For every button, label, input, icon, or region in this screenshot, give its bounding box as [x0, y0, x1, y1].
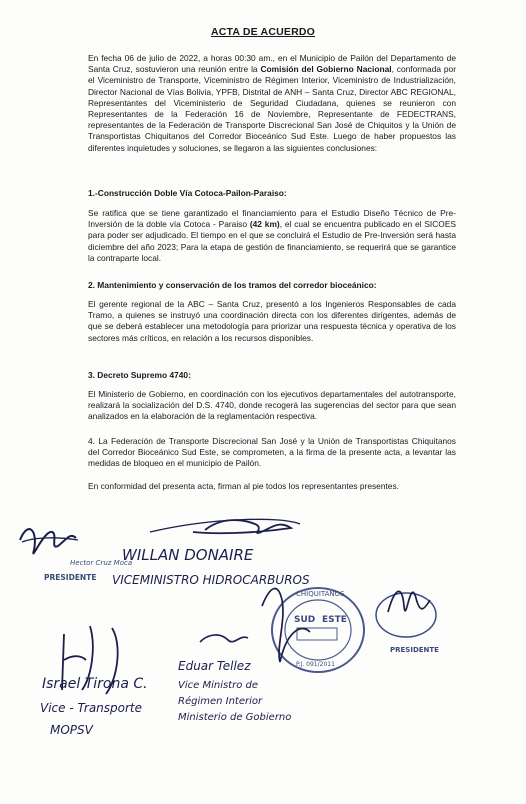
union-stamp	[262, 588, 364, 672]
signer-role-vice-minister: Vice Ministro de	[178, 680, 259, 691]
section-2-heading: 2. Mantenimiento y conservación de los tramos del corredor bioceánico:	[88, 280, 377, 290]
intro-paragraph	[88, 53, 456, 154]
seal-left-name: Hector Cruz Moca	[70, 559, 133, 567]
section-1-bold-text: (42 km)	[249, 219, 280, 230]
section-4-body: 4. La Federación de Transporte Discrecional San José y la Unión de Transportistas Chiquitanos del Corredor Bioceánico Sud Este, se comprometen, a la firma de la presente acta, a levantar las medidas de bloqueo en el municipio de Pailón.	[88, 436, 456, 469]
right-seal	[376, 591, 439, 654]
signer-role-hydrocarbons: VICEMINISTRO HIDROCARBUROS	[112, 573, 310, 587]
section-2-body: El gerente regional de la ABC – Santa Cruz, presentó a los Ingenieros Responsables de cada Tramo, a quienes se instruyó una coordinación directa con los diferentes dirigentes, además de que se deberá establecer una metodología para priorizar una respuesta técnica y operativa de los sectores más críticos, en relación a los recursos disponibles.	[88, 299, 456, 343]
stamp-registration: P.J. 091/2011	[296, 661, 335, 668]
seal-left-role: PRESIDENTE	[44, 573, 97, 582]
signer-org-mopsv: MOPSV	[50, 723, 93, 737]
section-3-body: El Ministerio de Gobierno, en coordinación con los ejecutivos departamentales del autotransporte, realizará la socialización del D.S. 4740, donde recogerá las sugerencias del sector para que sean analizados en la elaboración de la reglamentación respectiva.	[88, 389, 456, 422]
signer-name-donaire: WILLAN DONAIRE	[122, 546, 254, 564]
interior-signature	[178, 635, 291, 723]
stamp-arc-text: CHIQUITANOS	[296, 590, 345, 598]
intro-bold-text: Comisión del Gobierno Nacional	[260, 64, 392, 75]
hydrocarbons-signature	[112, 519, 310, 587]
stamp-word-sud: SUD	[294, 615, 316, 625]
closing-statement: En conformidad del presenta acta, firman al pie todos los representantes presentes.	[88, 481, 399, 491]
signer-role-transport: Vice - Transporte	[40, 701, 143, 715]
signature-area	[0, 505, 526, 804]
document-title: ACTA DE ACUERDO	[210, 26, 316, 38]
signer-name-tellez: Eduar Tellez	[178, 659, 251, 673]
transport-signature	[40, 626, 148, 737]
signer-org-gobierno: Ministerio de Gobierno	[178, 712, 292, 723]
intro-text-end: , conformada por el Viceministro de Transporte, Viceministro de Régimen Interior, Viceministro de Industrialización, Director Nacional de Vías Bolivia, YPFB, Distrital de ANH – Santa Cruz, Director ABC REGIONAL, Representantes del Viceministerio de Seguridad Ciudadana, quienes se reunieron con Representantes de la Federación 16 de Noviembre, Representante de FEDECTRANS, representantes de la Federación de Transporte Discrecional San José de Chiquitos y la Unión de Transportistas Chiquitanos del Corredor Bioceánico Sud Este. Luego de haber propuestos las diferentes inquietudes y soluciones, se llegaron a las siguientes conclusiones:	[88, 64, 457, 153]
seal-right-role: PRESIDENTE	[390, 646, 439, 654]
section-3-heading: 3. Decreto Supremo 4740:	[88, 370, 191, 380]
section-1-text-start: Se ratifica que se tiene garantizado el financiamiento para el Estudio Diseño Técnico de Pre-Inversión de la doble vía Cotoca - Paraiso	[88, 208, 456, 230]
stamp-word-este: ESTE	[322, 615, 347, 625]
signer-role-interior: Régimen Interior	[178, 696, 263, 707]
section-1-text-end: , el cual se encuentra publicado en el SICOES para poder ser adjudicado. El tiempo en el que se concluirá el Estudio de Pre-Inversión será hasta diciembre del año 2023; Para la etapa de gestión de financiamiento, se requerirá que se garantice la contraparte local.	[88, 219, 456, 263]
signer-name-tirona: Israel Tirona C.	[42, 676, 148, 692]
section-1-body	[88, 208, 456, 264]
section-1-heading: 1.-Construcción Doble Vía Cotoca-Pailon-Paraiso:	[88, 188, 287, 198]
intro-text-start: En fecha 06 de julio de 2022, a horas 00:30 am., en el Municipio de Pailón del Departamento de Santa Cruz, sostuvieron una reunión entre la	[88, 53, 456, 75]
